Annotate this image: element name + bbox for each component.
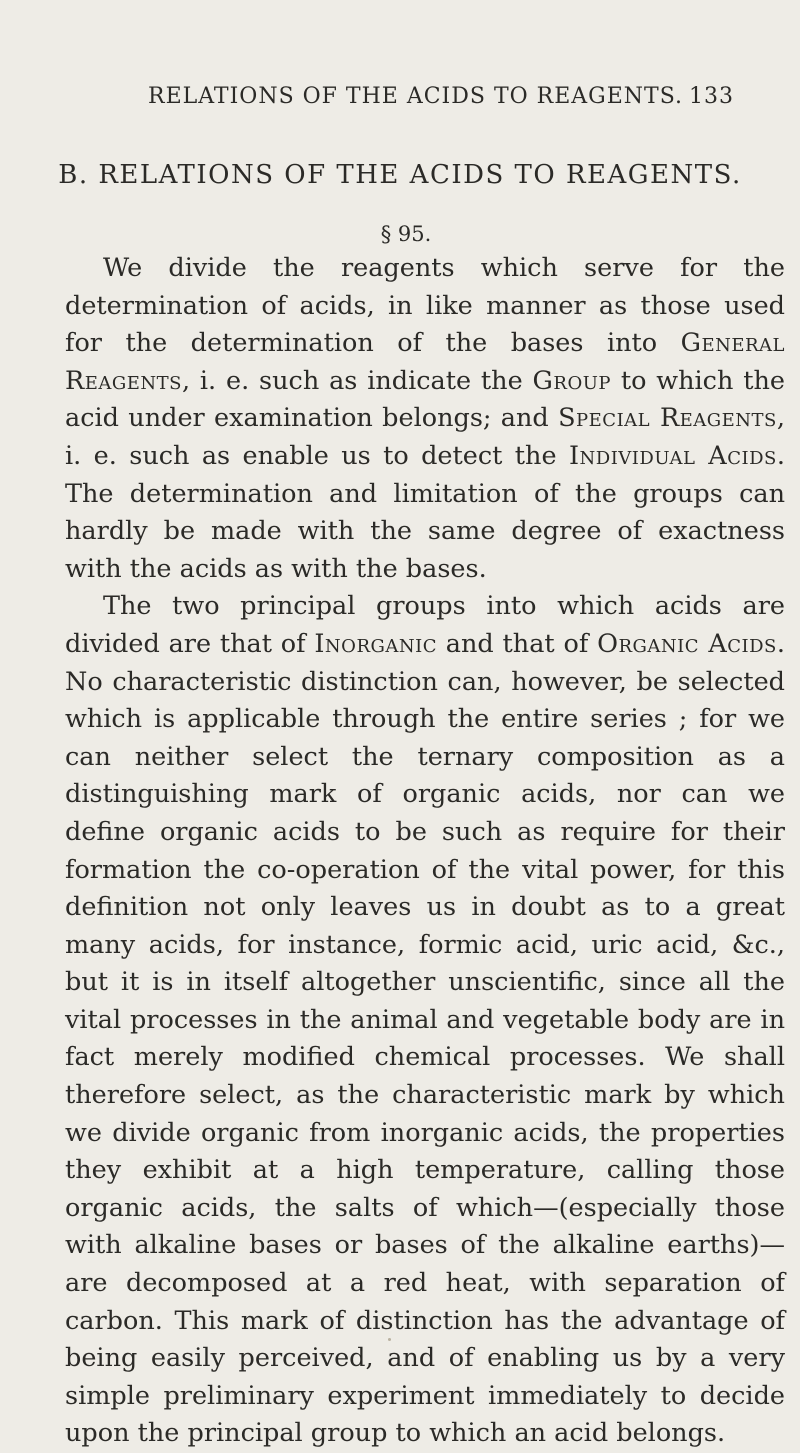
paper-speck [388,1338,391,1341]
term-general-reagents: General Reagents [65,328,785,396]
term-special-reagents: Special Reagents [558,403,777,434]
paragraph-1 [65,250,785,588]
running-head [148,84,734,109]
term-organic-acids: Organic Acids [597,628,777,659]
paragraph-2 [65,588,785,1453]
text-run: to which the acid under examination belongs; and [65,365,785,434]
page-number: 133 [689,84,734,109]
section-heading: B. RELATIONS OF THE ACIDS TO REAGENTS. [58,160,742,190]
text-run: . No characteristic distinction can, however, be selected which is applicable through the entire series ; for we can neither select the ternary composition as a distinguishing mark of organic acids, nor can we define organic acids to be such as require for their formation the co-operation of the vital power, for this definition not only leaves us in doubt as to a great many acids, for instance, formic acid, uric acid, &c., but it is in itself altogether unscientific, since all the vital processes in the animal and vegetable body are in fact merely modified chemical processes. We shall therefore select, as the characteristic mark by which we divide organic from inorganic acids, the properties they exhibit at a high temperature, calling those organic acids, the salts of which—(especially those with alkaline bases or bases of the alkaline earths)—are decomposed at a red heat, with separation of carbon. This mark of distinction has the advantage of being easily perceived, and of enabling us by a very simple preliminary experiment immediately to decide upon the principal group to which an acid belongs. [65,628,785,1449]
term-individual-acids: Individual Acids [568,440,777,471]
body-text [65,250,785,1453]
term-group: Group [532,365,611,396]
text-run: . The determination and limitation of the groups can hardly be made with the same degree of exactness with the acids as with the bases. [65,440,785,584]
text-run: and that of [437,628,598,659]
term-inorganic: Inorganic [314,628,438,659]
text-run: We divide the reagents which serve for the determination of acids, in like manner as those used for the determination of the bases into [65,253,785,359]
text-run: The two principal groups into which acids are divided are that of [65,591,785,659]
section-number: § 95. [380,222,432,246]
text-run: , i. e. such as indicate the [181,365,533,396]
running-head-title: RELATIONS OF THE ACIDS TO REAGENTS. [148,84,684,109]
text-run: , i. e. such as enable us to detect the [65,403,785,471]
